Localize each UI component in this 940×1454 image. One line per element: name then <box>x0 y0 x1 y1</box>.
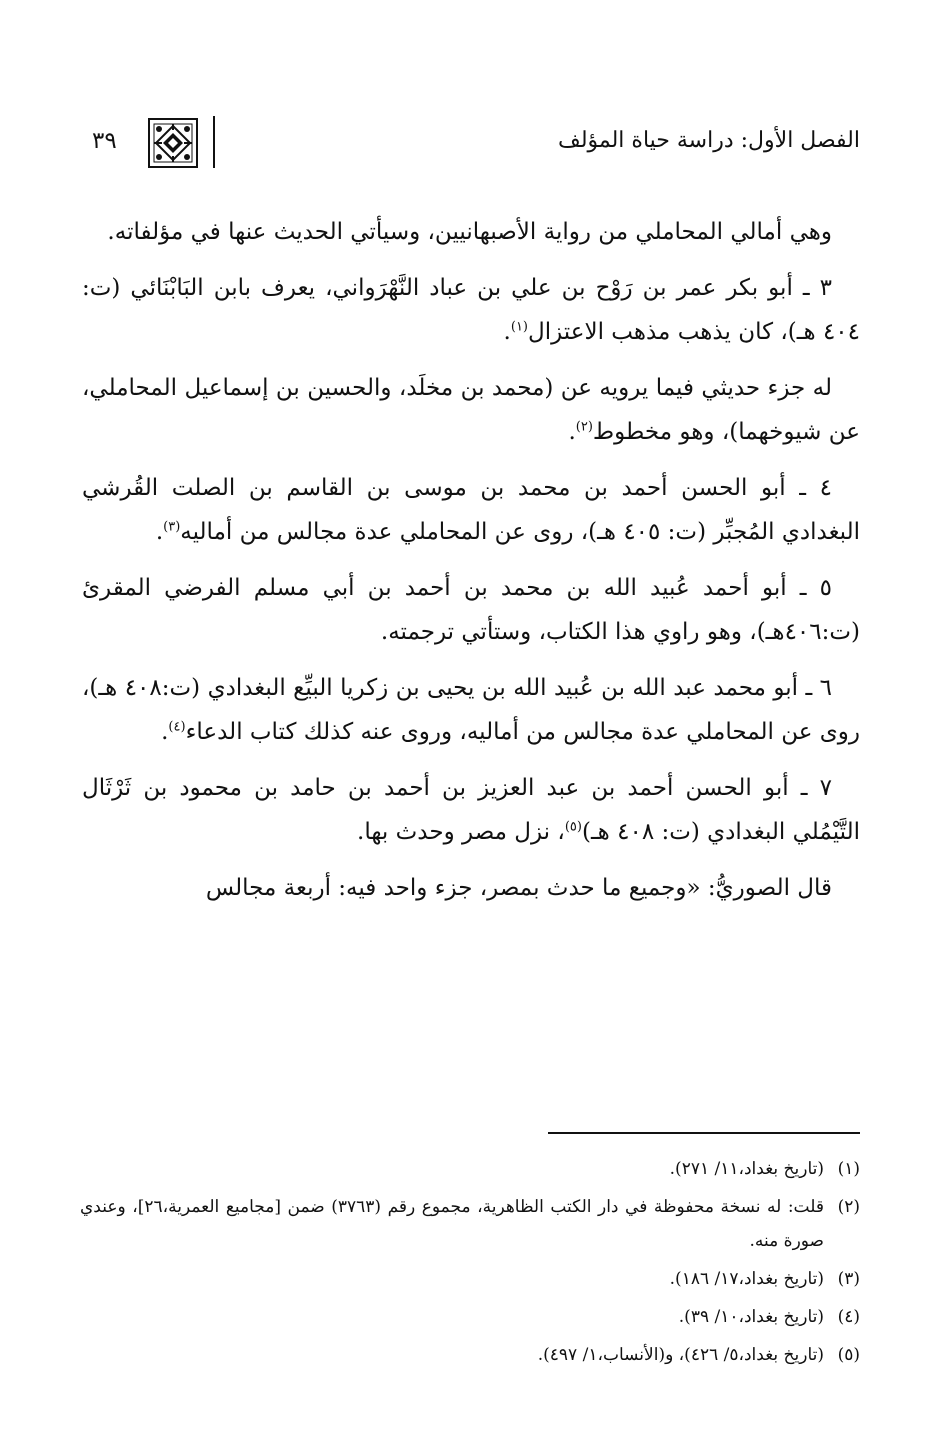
footnote-ref-3[interactable]: (٣) <box>163 519 181 535</box>
paragraph-6-text: ٦ ـ أبو محمد عبد الله بن عُبيد الله بن يحيى بن زكريا البيِّع البغدادي (ت:٤٠٨ هـ)، روى عن المحاملي عدة مجالس من أماليه، وروى عنه كذلك كتاب الدعاء <box>82 675 860 745</box>
paragraph-1: وهي أمالي المحاملي من رواية الأصبهانيين، وسيأتي الحديث عنها في مؤلفاته. <box>107 219 832 245</box>
paragraph-3-end: . <box>568 419 576 445</box>
paragraph-2-text: ٣ ـ أبو بكر عمر بن رَوْح بن علي بن عباد النَّهْرَواني، يعرف بابن البَابْنَائي (ت: ٤٠٤ هـ)، كان يذهب مذهب الاعتزال <box>82 275 860 345</box>
paragraph-5: ٥ ـ أبو أحمد عُبيد الله بن محمد بن أحمد بن أبي مسلم الفرضي المقرئ (ت:٤٠٦هـ)، وهو راوي هذا الكتاب، وستأتي ترجمته. <box>82 575 860 645</box>
footnote-text: (تاريخ بغداد،١٧/ ١٨٦). <box>669 1269 824 1289</box>
paragraph-4 <box>82 466 860 554</box>
footnote-number: (٣) <box>837 1269 860 1289</box>
footnote-number: (٢) <box>837 1197 860 1217</box>
paragraph-7-end: ، نزل مصر وحدث بها. <box>357 819 565 845</box>
page-number: ٣٩ <box>92 128 117 154</box>
footnotes <box>80 1152 860 1376</box>
paragraph-7 <box>82 766 860 854</box>
header-divider <box>213 116 215 168</box>
paragraph-3 <box>82 366 860 454</box>
paragraph-4-text: ٤ ـ أبو الحسن أحمد بن محمد بن موسى بن القاسم بن الصلت القُرشي البغدادي المُجبِّر (ت: ٤٠٥ هـ)، روى عن المحاملي عدة مجالس من أماليه <box>82 475 860 545</box>
paragraph-2 <box>82 266 860 354</box>
footnote-separator <box>548 1132 860 1134</box>
footnote-ref-1[interactable]: (١) <box>510 319 528 335</box>
paragraph-4-end: . <box>155 519 164 545</box>
footnote-item <box>80 1338 860 1372</box>
paragraph-7-text: ٧ ـ أبو الحسن أحمد بن عبد العزيز بن أحمد بن حامد بن محمود بن ثَرْثَال التَّيْمُلي البغدادي (ت: ٤٠٨ هـ) <box>82 775 860 845</box>
paragraph-6-end: . <box>161 719 169 745</box>
footnote-ref-2[interactable]: (٢) <box>575 419 593 435</box>
footnote-number: (٥) <box>837 1345 860 1365</box>
footnote-item <box>80 1300 860 1334</box>
footnote-text: (تاريخ بغداد،١١/ ٢٧١). <box>669 1159 824 1179</box>
footnote-text: (تاريخ بغداد،٥/ ٤٢٦)، و(الأنساب،١/ ٤٩٧). <box>537 1345 824 1365</box>
footnote-text: (تاريخ بغداد،١٠/ ٣٩). <box>678 1307 824 1327</box>
footnote-number: (١) <box>837 1159 860 1179</box>
main-text <box>82 210 860 922</box>
paragraph-8: قال الصوريُّ: «وجميع ما حدث بمصر، جزء واحد فيه: أربعة مجالس <box>205 875 832 901</box>
paragraph-3-text: له جزء حديثي فيما يرويه عن (محمد بن مخلَد، والحسين بن إسماعيل المحاملي، عن شيوخهما)، وهو مخطوط <box>82 375 860 445</box>
footnote-item <box>80 1190 860 1258</box>
geometric-ornament-icon <box>148 118 198 168</box>
footnote-item <box>80 1262 860 1296</box>
running-title: الفصل الأول: دراسة حياة المؤلف <box>558 128 860 153</box>
footnote-ref-4[interactable]: (٤) <box>168 719 186 735</box>
footnote-item <box>80 1152 860 1186</box>
footnote-number: (٤) <box>837 1307 860 1327</box>
footnote-text: قلت: له نسخة محفوظة في دار الكتب الظاهرية، مجموع رقم (٣٧٦٣) ضمن [مجاميع العمرية،٢٦]، وعندي صورة منه. <box>80 1197 824 1251</box>
paragraph-6 <box>82 666 860 754</box>
footnote-ref-5[interactable]: (٥) <box>564 819 582 835</box>
paragraph-2-end: . <box>503 319 511 345</box>
